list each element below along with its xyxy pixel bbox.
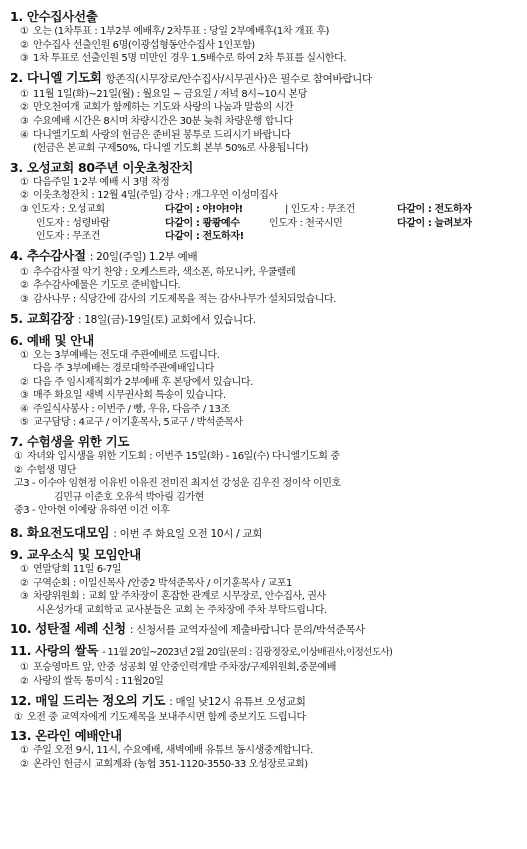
leader-call: | 인도자 : 무조건 (285, 203, 355, 215)
section-member-news (10, 546, 521, 617)
item-marker: ② (20, 280, 29, 292)
item-text: 추수감사절 악기 찬양 : 오케스트라, 색소폰, 하모니카, 우쿨렐레 (33, 266, 296, 278)
item-marker: ② (20, 376, 29, 388)
item-marker: ② (20, 102, 29, 114)
item-marker: ② (20, 577, 29, 589)
item-text: 차량위원회 : 교회 앞 주차장이 혼잡한 관계로 시무장로, 안수집사, 권사 (33, 591, 326, 603)
group-response: 다같이 : 야!야!야! (165, 203, 243, 215)
list-item (10, 115, 521, 129)
list-item (10, 661, 521, 675)
list-item (10, 189, 521, 203)
list-item (10, 675, 521, 689)
list-item (10, 362, 521, 376)
section-number: 8. (10, 525, 23, 541)
list-item (10, 142, 521, 156)
item-marker: ① (20, 26, 29, 37)
group-response: 다같이 : 전도하자 (397, 203, 472, 215)
item-text: 안수집사 선출인원 6명(이광섭형동안수집사 1인포함) (33, 39, 255, 51)
section-title (10, 8, 521, 25)
list-item (10, 590, 521, 604)
item-marker: ② (20, 190, 29, 202)
section-subtext: : 20일(주일) 1.2부 예배 (89, 250, 198, 263)
leader-call: 인도자 : 천국시민 (269, 217, 343, 229)
list-item (10, 129, 521, 143)
item-text: 연말당회 11일 6-7일 (33, 564, 122, 576)
student-list: 중3 - 안아현 이예랑 유하연 이건 이후 (14, 505, 170, 517)
invite-row (10, 230, 521, 244)
item-text: 수요예배 시간은 8시며 차량시간은 30분 늦춰 차량운행 합니다 (33, 115, 293, 127)
list-item (10, 101, 521, 115)
section-noon-prayer (10, 692, 521, 725)
section-heading: 성탄절 세례 신청 (35, 621, 126, 637)
item-marker: ① (14, 711, 23, 723)
item-text: 다음 주 3부예배는 경로대학주관예배입니다 (33, 363, 214, 375)
section-heading: 추수감사절 (26, 247, 86, 263)
section-title (10, 642, 521, 661)
item-marker: ① (20, 745, 29, 757)
item-marker: ① (20, 349, 29, 361)
leader-call: ③ 인도자 : 오성교회 (20, 203, 105, 215)
item-marker: ① (20, 564, 29, 576)
section-inspection (10, 310, 521, 329)
section-subtext: : 18일(금)-19일(토) 교회에서 있습니다. (78, 313, 256, 326)
item-text: 주일 오전 9시, 11시, 수요예배, 새벽예배 유튜브 동시생중계합니다. (33, 745, 313, 757)
section-title (10, 310, 521, 329)
section-heading: 예배 및 안내 (26, 332, 94, 348)
section-number: 7. (10, 434, 23, 450)
section-title (10, 524, 521, 543)
section-title (10, 433, 521, 450)
list-item (10, 711, 521, 725)
section-title (10, 69, 521, 88)
section-anniversary (10, 159, 521, 244)
item-text: 오전 중 교역자에게 기도제목을 보내주시면 함께 중보기도 드립니다 (27, 711, 306, 723)
section-heading: 매일 드리는 정오의 기도 (35, 692, 166, 708)
item-text: 오는 3부예배는 전도대 주관예배로 드립니다. (33, 349, 220, 361)
section-heading: 오성교회 80주년 이웃초청잔치 (26, 159, 194, 175)
section-number: 2. (10, 69, 23, 85)
list-item (10, 563, 521, 577)
item-text: 온라인 헌금시 교회계좌 (농협 351-1120-3550-33 오성장로교회) (33, 758, 308, 770)
section-heading: 다니엘 기도회 (26, 69, 102, 85)
section-subtext: 항존직(시무장로/안수집사/시무권사)은 필수로 참여바랍니다 (105, 72, 372, 85)
section-number: 4. (10, 247, 23, 263)
item-marker: ② (20, 39, 29, 51)
section-worship-notice (10, 332, 521, 431)
list-item (10, 39, 521, 53)
item-marker: ⑤ (20, 417, 29, 429)
section-heading: 온라인 예배안내 (35, 728, 122, 744)
item-marker: ② (20, 758, 29, 770)
invite-row (10, 217, 521, 231)
item-text: 다음 주 임시제직회가 2부예배 후 본당에서 있습니다. (33, 376, 253, 388)
section-title (10, 727, 521, 744)
item-text: 다음주일 1·2부 예배 시 3명 작정 (33, 176, 170, 188)
item-marker: ① (14, 451, 23, 463)
section-number: 12. (10, 692, 32, 708)
item-text: 11월 1일(화)~21일(월) : 월요일 ~ 금요일 / 저녁 8시~10시 본당 (33, 88, 308, 100)
section-title (10, 692, 521, 711)
section-number: 3. (10, 159, 23, 175)
section-online-worship (10, 727, 521, 771)
section-heading: 안수집사선출 (26, 9, 98, 24)
section-number: 1. (10, 9, 23, 24)
section-heading: 사랑의 쌀독 (35, 643, 99, 659)
item-text: 구역순회 : 이일신목사 /안중2 박석준목사 / 이기훈목사 / 교포1 (33, 577, 293, 589)
student-list: 김민규 이준호 오유석 박아림 김가현 (54, 491, 205, 503)
section-baptism (10, 620, 521, 639)
item-text: 포승영마트 앞, 안중 성공회 옆 안중인력개발 주차장/구제위원회,중문예배 (33, 662, 336, 674)
item-marker: ① (20, 662, 29, 674)
item-marker: ③ (20, 293, 29, 305)
item-text: 자녀와 입시생을 위한 기도회 : 이번주 15일(화) - 16일(수) 다니엘기도회 중 (27, 451, 340, 463)
item-text: 시온성가대 교회학교 교사분들은 교회 논 주차장에 주차 부탁드립니다. (36, 604, 327, 616)
section-title (10, 159, 521, 176)
section-heading: 교우소식 및 모임안내 (26, 547, 141, 563)
leader-call: 인도자 : 무조건 (36, 231, 101, 243)
item-text: 이웃초청잔치 : 12월 4일(주일) 강사 : 개그우먼 이성미집사 (33, 190, 278, 202)
item-text: 수험생 명단 (27, 464, 77, 476)
section-number: 13. (10, 728, 32, 744)
item-marker: ③ (20, 53, 29, 65)
student-list: 고3 - 이수아 임현정 이유빈 이유진 전미진 최지선 강성운 김우진 정이삭 이민호 (14, 478, 341, 490)
item-marker: ① (20, 88, 29, 100)
section-evangelism (10, 524, 521, 543)
section-subtext: - 11월 20일~2023년 2월 20일(문의 : 김광정장로,이상배권사,이정선도사) (102, 647, 393, 659)
section-number: 6. (10, 332, 23, 348)
section-elder-election (10, 8, 521, 66)
list-item (10, 349, 521, 363)
section-heading: 수험생을 위한 기도 (26, 434, 130, 450)
group-response: 다같이 : 전도하자! (165, 231, 244, 243)
item-marker: ② (14, 464, 23, 476)
item-text: 사랑의 쌀독 통미식 : 11월20일 (33, 676, 164, 687)
leader-call: 인도자 : 성령바람 (36, 217, 110, 229)
group-response: 다같이 : 늘려보자 (397, 217, 472, 229)
list-item (10, 52, 521, 66)
section-heading: 교회감장 (26, 310, 74, 326)
section-number: 9. (10, 547, 23, 563)
section-title (10, 247, 521, 266)
section-subtext: : 매일 낮12시 유튜브 오성교회 (169, 695, 306, 708)
item-text: 교구담당 : 4교구 / 이기훈목사, 5교구 / 박석준목사 (33, 417, 243, 429)
list-item (10, 604, 521, 618)
list-item (10, 389, 521, 403)
list-item (10, 744, 521, 758)
section-title (10, 332, 521, 349)
section-number: 5. (10, 310, 23, 326)
item-marker: ③ (20, 591, 29, 603)
list-item (10, 266, 521, 280)
item-marker: ③ (20, 390, 29, 402)
item-text: 주일식사봉사 : 이번주 / 빵, 우유, 다음주 / 13조 (33, 403, 230, 415)
section-title (10, 620, 521, 639)
item-text: (헌금은 본교회 구제50%, 다니엘 기도회 본부 50%로 사용됩니다) (33, 143, 309, 155)
item-text: 만오천여개 교회가 함께하는 기도와 사랑의 나눔과 말씀의 시간 (33, 102, 294, 114)
section-daniel-prayer (10, 69, 521, 156)
list-item (10, 758, 521, 772)
list-item (10, 450, 521, 464)
section-subtext: : 신청서를 교역자실에 제출바랍니다 문의/박석준목사 (129, 624, 366, 637)
section-number: 10. (10, 621, 32, 637)
list-item (10, 279, 521, 293)
list-item (10, 293, 521, 307)
section-exam-prayer (10, 433, 521, 518)
list-item (10, 464, 521, 478)
item-text: 오는 (1차투표 : 1부2부 예배후/ 2차투표 : 당일 2부예배후(1차 개표 후) (33, 26, 329, 37)
list-item (10, 88, 521, 102)
section-number: 11. (10, 643, 32, 659)
invite-row (10, 203, 521, 217)
group-response: 다같이 : 쾅쾅예수 (165, 217, 240, 229)
item-text: 다니엘기도회 사랑의 헌금은 준비된 봉투로 드리시기 바랍니다 (33, 129, 291, 141)
list-item (10, 376, 521, 390)
section-thanksgiving (10, 247, 521, 307)
list-item (10, 416, 521, 430)
list-item (10, 577, 521, 591)
list-item (10, 25, 521, 39)
list-item (10, 176, 521, 190)
item-text: 추수감사예물은 기도로 준비합니다. (33, 280, 181, 292)
item-marker: ① (20, 266, 29, 278)
item-marker: ④ (20, 403, 29, 415)
section-rice-jar (10, 642, 521, 688)
item-text: 매주 화요일 새벽 시무권사회 특송이 있습니다. (33, 390, 226, 402)
section-heading: 화요전도대모임 (26, 525, 110, 541)
section-title (10, 546, 521, 563)
item-marker: ① (20, 176, 29, 188)
item-text: 1차 투표로 선출인원 5명 미만인 경우 1.5배수로 하여 2차 투표를 실시한다. (33, 53, 347, 65)
section-subtext: : 이번 주 화요일 오전 10시 / 교회 (113, 528, 263, 541)
list-item (10, 403, 521, 417)
item-marker: ② (20, 676, 29, 687)
item-marker: ③ (20, 115, 29, 127)
item-text: 감사나무 : 식당간에 감사의 기도제목을 적는 감사나무가 설치되었습니다. (33, 293, 336, 305)
item-marker: ④ (20, 129, 29, 141)
